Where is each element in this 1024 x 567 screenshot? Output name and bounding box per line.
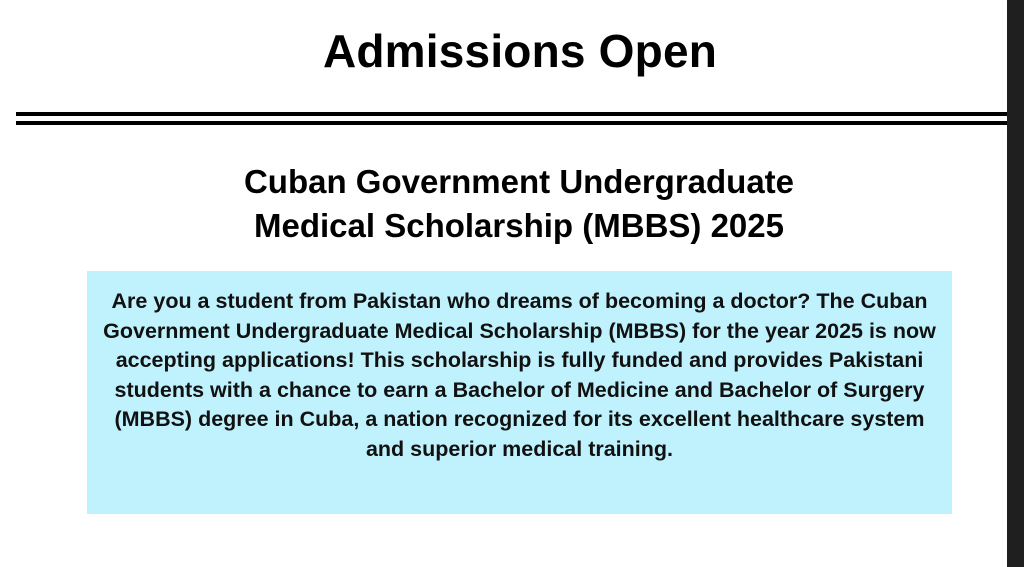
intro-callout xyxy=(87,271,952,514)
article-title-line-1: Cuban Government Undergraduate xyxy=(243,163,795,200)
page-edge-scrollbar[interactable] xyxy=(1007,0,1024,567)
page-heading: Admissions Open xyxy=(322,25,718,77)
divider-bottom-line xyxy=(16,121,1007,125)
article-title xyxy=(0,160,1024,248)
divider-top-line xyxy=(16,112,1007,116)
intro-paragraph: Are you a student from Pakistan who dreams of becoming a doctor? The Cuban Government Undergraduate Medical Scholarship (MBBS) for the year 2025 is now accepting applications! This scholarship is fully funded and provides Pakistani students with a chance to earn a Bachelor of Medicine and Bachelor of Surgery (MBBS) degree in Cuba, a nation recognized for its excellent healthcare system and superior medical training. xyxy=(103,289,936,461)
article-title-line-2: Medical Scholarship (MBBS) 2025 xyxy=(254,207,784,244)
